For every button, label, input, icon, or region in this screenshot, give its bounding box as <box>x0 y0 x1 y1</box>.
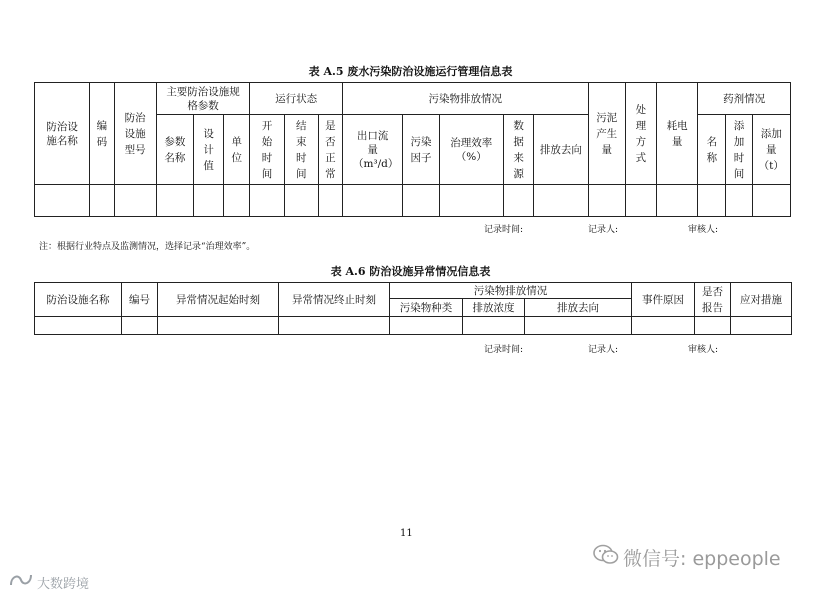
wechat-id: 微信号: eppeople <box>623 548 781 570</box>
header-outflow: 出口流量（m³/d） <box>342 115 402 185</box>
header-add-amount: 添加量（t） <box>752 115 790 185</box>
header-param-name: 参数名称 <box>156 115 193 185</box>
header-disposal: 处理方式 <box>625 83 656 185</box>
table-a6-title: 表 A.6 防治设施异常情况信息表 <box>330 265 491 278</box>
header-efficiency: 治理效率（%） <box>439 115 503 185</box>
header-facility-name: 防治设施名称 <box>35 83 90 185</box>
a6-header-cause: 事件原因 <box>632 283 695 317</box>
a6-header-direction: 排放去向 <box>525 299 632 317</box>
header-chem-name: 名称 <box>698 115 726 185</box>
a5-reviewer: 审核人: <box>688 225 719 235</box>
a6-header-end: 异常情况终止时刻 <box>279 283 390 317</box>
a6-header-start: 异常情况起始时刻 <box>158 283 279 317</box>
a6-recorder: 记录人: <box>588 345 619 355</box>
a6-record-time: 记录时间: <box>484 345 524 355</box>
a6-reviewer: 审核人: <box>688 345 719 355</box>
header-normal: 是否正常 <box>318 115 342 185</box>
header-add-time: 添加时间 <box>726 115 752 185</box>
brand-name: 大数跨境 <box>37 576 90 592</box>
a6-header-measures: 应对措施 <box>731 283 792 317</box>
header-unit: 单位 <box>224 115 250 185</box>
header-code: 编码 <box>90 83 114 185</box>
table-a5-title: 表 A.5 废水污染防治设施运行管理信息表 <box>308 65 513 78</box>
table-a6 <box>34 282 792 335</box>
a5-note: 注：根据行业特点及监测情况，选择记录“治理效率”。 <box>39 242 256 252</box>
brand-watermark <box>8 572 89 592</box>
header-direction: 排放去向 <box>534 115 588 185</box>
header-chemicals-group: 药剂情况 <box>698 83 791 115</box>
table-row <box>35 317 792 335</box>
header-start-time: 开始时间 <box>250 115 284 185</box>
header-design-value: 设计值 <box>194 115 224 185</box>
a6-header-reported: 是否报告 <box>695 283 731 317</box>
a6-header-pollutant-type: 污染物种类 <box>390 299 463 317</box>
header-status-group: 运行状态 <box>250 83 343 115</box>
table-a5 <box>34 82 791 217</box>
wechat-icon <box>593 544 619 571</box>
a6-header-code: 编号 <box>122 283 158 317</box>
a6-header-concentration: 排放浓度 <box>463 299 525 317</box>
a5-record-time: 记录时间: <box>484 225 524 235</box>
header-power: 耗电量 <box>657 83 698 185</box>
header-params-group: 主要防治设施规格参数 <box>156 83 250 115</box>
page-number: 11 <box>400 528 413 539</box>
brand-logo-icon <box>8 572 34 592</box>
header-data-source: 数据来源 <box>504 115 534 185</box>
a6-header-facility-name: 防治设施名称 <box>35 283 122 317</box>
header-discharge-group: 污染物排放情况 <box>342 83 588 115</box>
header-pollutant: 污染因子 <box>403 115 439 185</box>
header-end-time: 结束时间 <box>284 115 318 185</box>
a5-recorder: 记录人: <box>588 225 619 235</box>
header-model: 防治设施型号 <box>114 83 156 185</box>
table-row <box>35 185 791 217</box>
a6-header-discharge-group: 污染物排放情况 <box>390 283 632 299</box>
wechat-watermark <box>593 544 781 571</box>
header-sludge: 污泥产生量 <box>588 83 625 185</box>
